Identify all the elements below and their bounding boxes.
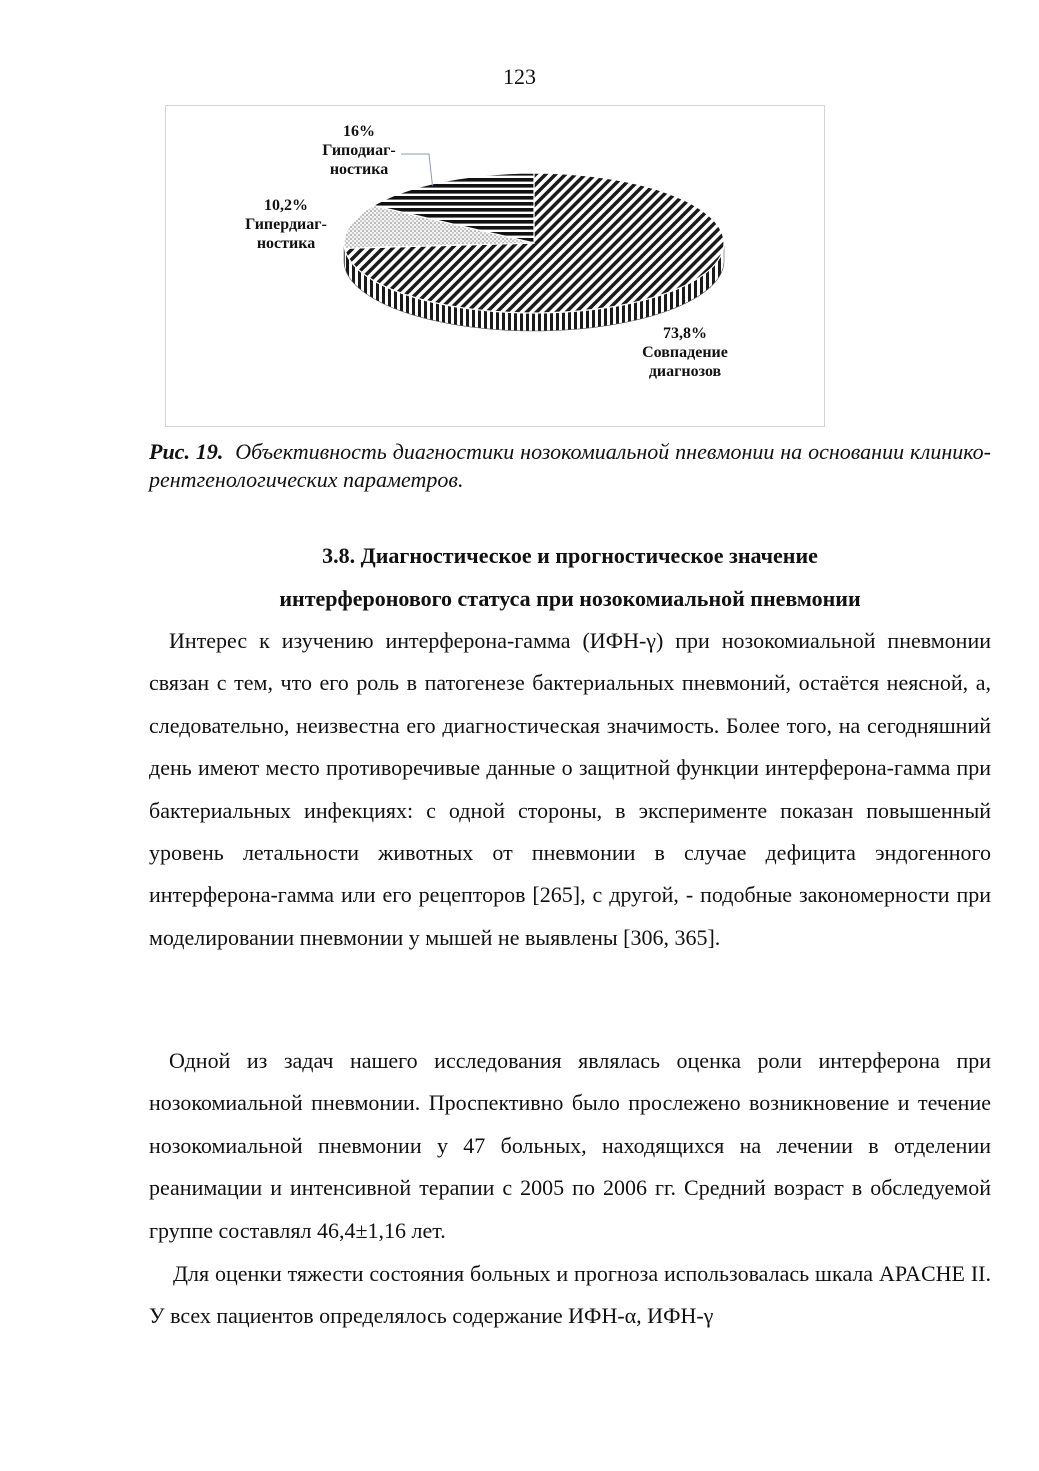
page-number: 123 xyxy=(503,64,536,89)
slice-label-line: Гипердиаг- xyxy=(245,216,327,233)
pie-chart xyxy=(166,106,826,428)
slice-label-line: диагнозов xyxy=(648,363,722,380)
section-title-line1: 3.8. Диагностическое и прогностическое значение xyxy=(322,543,818,568)
slice-label-2 xyxy=(322,123,395,178)
slice-label-line: Гиподиаг- xyxy=(322,142,396,159)
slice-label-line: ностика xyxy=(256,235,316,252)
slice-label-1 xyxy=(245,197,327,252)
paragraph-2: Одной из задач нашего исследования являлась оценка роли интерферона при нозокомиальной пневмонии. Проспективно было прослежено возникновение и течение нозокомиальной пневмонии у 47 больных, находящихся на лечении в отделении реанимации и интенсивной терапии с 2005 по 2006 гг. Средний возраст в обследуемой группе составлял 46,4±1,16 лет. xyxy=(149,1048,991,1243)
slice-label-line: ностика xyxy=(329,161,389,178)
leader-line xyxy=(401,154,432,186)
slice-label-line: 16% xyxy=(343,123,375,140)
figure-caption-text: Объективность диагностики нозокомиальной пневмонии на основании клинико-рентгенологических параметров. xyxy=(149,439,992,492)
slice-label-line: 73,8% xyxy=(663,325,707,342)
pie-top-face xyxy=(344,173,724,313)
figure-frame xyxy=(165,105,825,427)
paragraph-1: Интерес к изучению интерферона-гамма (ИФН-γ) при нозокомиальной пневмонии связан с тем, что его роль в патогенезе бактериальных пневмоний, остаётся неясной, а, следовательно, неизвестна его диагностическая значимость. Более того, на сегодняшний день имеют место противоречивые данные о защитной функции интерферона-гамма при бактериальных инфекциях: с одной стороны, в эксперименте показан повышенный уровень летальности животных от пневмонии в случае дефицита эндогенного интерферона-гамма или его рецепторов [265], с другой, - подобные закономерности при моделировании пневмонии у мышей не выявлены [306, 365]. xyxy=(149,628,991,950)
figure-caption xyxy=(149,438,991,494)
slice-label-0 xyxy=(642,325,728,380)
slice-label-line: Совпадение xyxy=(642,344,728,361)
paragraph-3: Для оценки тяжести состояния больных и прогноза использовалась шкала APACHE II. У всех пациентов определялось содержание ИФН-α, ИФН-γ xyxy=(149,1261,991,1329)
figure-caption-number: Рис. 19. xyxy=(149,439,224,464)
section-title-line2: интерферонового статуса при нозокомиальной пневмонии xyxy=(279,586,861,611)
slice-label-line: 10,2% xyxy=(264,197,308,214)
